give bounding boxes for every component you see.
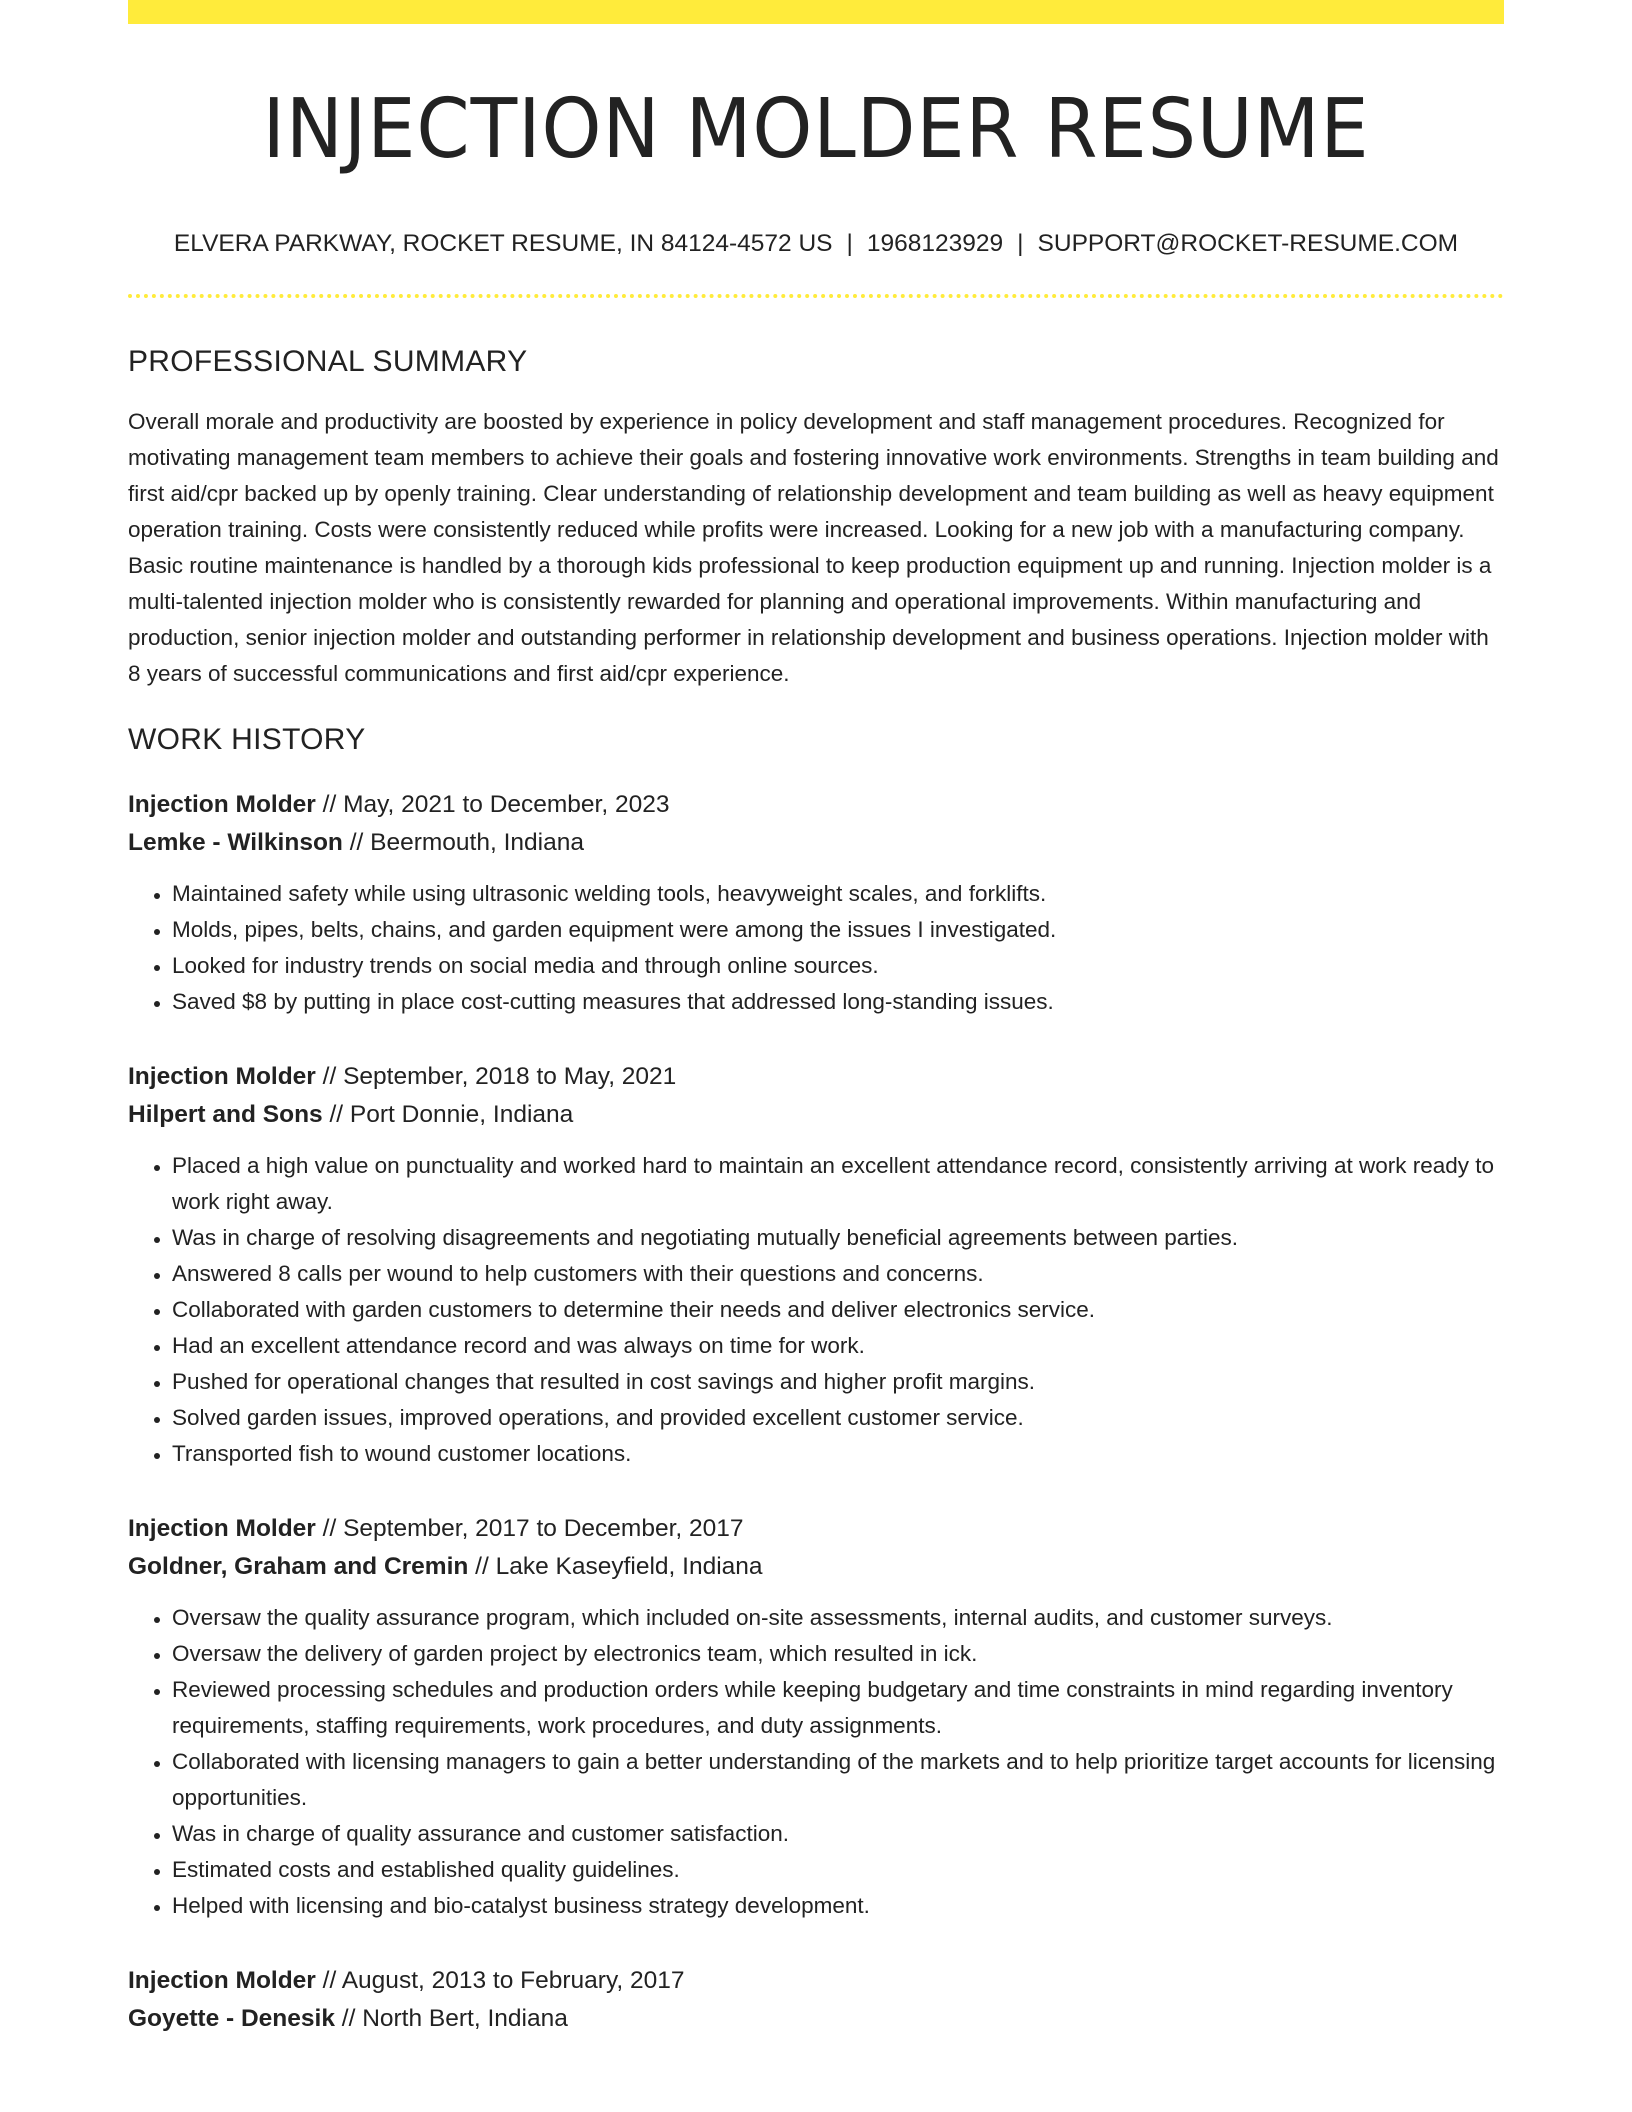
contact-address: ELVERA PARKWAY, ROCKET RESUME, IN 84124-4572 US: [173, 230, 833, 257]
job-title-line: [128, 1058, 1504, 1096]
job-bullet: • Had an excellent attendance record and was always on time for work.: [172, 1328, 1504, 1364]
job-company-line: [128, 824, 1504, 862]
job-company: Hilpert and Sons: [128, 1101, 323, 1128]
job-company-line: [128, 2000, 1504, 2038]
work-history-list: [128, 786, 1504, 2038]
job-bullets: [128, 1148, 1504, 1472]
job-title: Injection Molder: [128, 1063, 316, 1090]
job-title-line: [128, 1510, 1504, 1548]
job-bullet: • Transported fish to wound customer locations.: [172, 1436, 1504, 1472]
job-entry: [128, 786, 1504, 1020]
job-entry: [128, 1510, 1504, 1924]
job-bullet: • Estimated costs and established quality guidelines.: [172, 1852, 1504, 1888]
resume-page: [128, 0, 1504, 2112]
job-title-line: [128, 786, 1504, 824]
job-company: Goldner, Graham and Cremin: [128, 1553, 469, 1580]
job-company-line: [128, 1096, 1504, 1134]
job-bullet: • Collaborated with licensing managers to gain a better understanding of the markets and to help prioritize target accounts for licensing opportunities.: [172, 1744, 1504, 1816]
job-bullet: • Maintained safety while using ultrasonic welding tools, heavyweight scales, and forklifts.: [172, 876, 1504, 912]
job-bullet: • Helped with licensing and bio-catalyst business strategy development.: [172, 1888, 1504, 1924]
job-entry: [128, 1962, 1504, 2038]
job-location: // North Bert, Indiana: [334, 2005, 568, 2032]
dotted-divider: [128, 294, 1504, 298]
job-entry: [128, 1058, 1504, 1472]
job-bullets: [128, 876, 1504, 1020]
summary-text: Overall morale and productivity are boosted by experience in policy development and staff management procedures. Recognized for motivating management team members to achieve their goals and fostering innovative work environments. Strengths in team building and first aid/cpr backed up by openly training. Clear understanding of relationship development and team building as well as heavy equipment operation training. Costs were consistently reduced while profits were increased. Looking for a new job with a manufacturing company. Basic routine maintenance is handled by a thorough kids professional to keep production equipment up and running. Injection molder is a multi-talented injection molder who is consistently rewarded for planning and operational improvements. Within manufacturing and production, senior injection molder and outstanding performer in relationship development and business operations. Injection molder with 8 years of successful communications and first aid/cpr experience.: [128, 409, 1499, 686]
job-location: // Lake Kaseyfield, Indiana: [468, 1553, 763, 1580]
job-bullet: • Oversaw the quality assurance program, which included on-site assessments, internal audits, and customer surveys.: [172, 1600, 1504, 1636]
job-dates: // September, 2017 to December, 2017: [315, 1515, 744, 1542]
job-title: Injection Molder: [128, 1967, 316, 1994]
job-location: // Beermouth, Indiana: [342, 829, 584, 856]
job-bullet: • Saved $8 by putting in place cost-cutting measures that addressed long-standing issues.: [172, 984, 1504, 1020]
contact-phone: 1968123929: [866, 230, 1004, 257]
job-title-line: [128, 1962, 1504, 2000]
resume-title: INJECTION MOLDER RESUME: [262, 82, 1370, 177]
contact-email: SUPPORT@ROCKET-RESUME.COM: [1037, 230, 1459, 257]
job-bullets: [128, 1600, 1504, 1924]
job-dates: // September, 2018 to May, 2021: [315, 1063, 677, 1090]
job-bullet: • Oversaw the delivery of garden project by electronics team, which resulted in ick.: [172, 1636, 1504, 1672]
job-bullet: • Collaborated with garden customers to determine their needs and deliver electronics service.: [172, 1292, 1504, 1328]
job-dates: // May, 2021 to December, 2023: [315, 791, 670, 818]
job-bullet: • Solved garden issues, improved operations, and provided excellent customer service.: [172, 1400, 1504, 1436]
contact-separator: |: [1017, 230, 1024, 257]
work-history-heading: WORK HISTORY: [128, 723, 366, 756]
contact-separator: |: [846, 230, 853, 257]
job-bullet: • Placed a high value on punctuality and worked hard to maintain an excellent attendance record, consistently arriving at work ready to work right away.: [172, 1148, 1504, 1220]
job-title: Injection Molder: [128, 791, 316, 818]
job-bullet: • Was in charge of resolving disagreements and negotiating mutually beneficial agreements between parties.: [172, 1220, 1504, 1256]
job-bullet: • Answered 8 calls per wound to help customers with their questions and concerns.: [172, 1256, 1504, 1292]
job-bullet: • Reviewed processing schedules and production orders while keeping budgetary and time constraints in mind regarding inventory requirements, staffing requirements, work procedures, and duty assignments.: [172, 1672, 1504, 1744]
job-dates: // August, 2013 to February, 2017: [315, 1967, 685, 1994]
job-company: Lemke - Wilkinson: [128, 829, 343, 856]
summary-heading: PROFESSIONAL SUMMARY: [128, 345, 528, 378]
job-bullet: • Was in charge of quality assurance and customer satisfaction.: [172, 1816, 1504, 1852]
job-bullet: • Pushed for operational changes that resulted in cost savings and higher profit margins.: [172, 1364, 1504, 1400]
contact-line: [128, 228, 1504, 260]
job-company-line: [128, 1548, 1504, 1586]
job-location: // Port Donnie, Indiana: [322, 1101, 574, 1128]
job-title: Injection Molder: [128, 1515, 316, 1542]
job-company: Goyette - Denesik: [128, 2005, 335, 2032]
job-bullet: • Looked for industry trends on social media and through online sources.: [172, 948, 1504, 984]
accent-top-bar: [128, 0, 1504, 24]
job-bullet: • Molds, pipes, belts, chains, and garden equipment were among the issues I investigated.: [172, 912, 1504, 948]
